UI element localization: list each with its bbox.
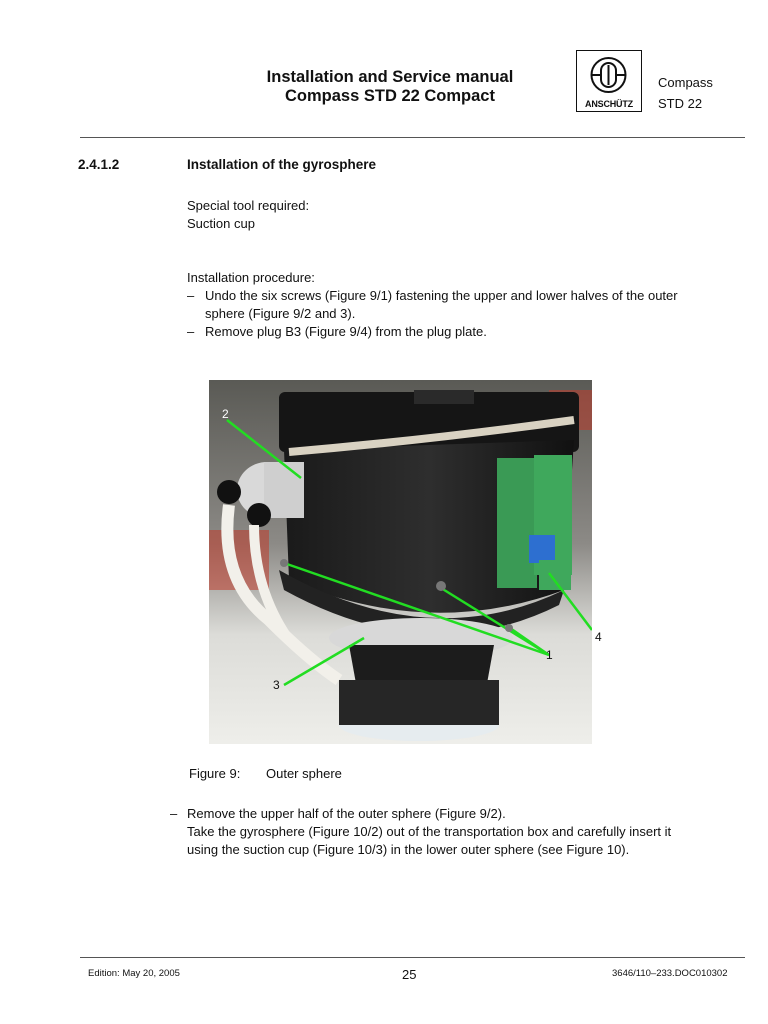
step-3-line-3: using the suction cup (Figure 10/3) in the lower outer sphere (see Figure 10). — [187, 842, 630, 857]
callout-label-1: 1 — [546, 648, 553, 662]
bullet-dash: – — [187, 324, 195, 339]
page-number: 25 — [402, 967, 417, 982]
manual-subtitle: Compass STD 22 Compact — [285, 87, 495, 105]
compass-logo-icon — [577, 51, 640, 97]
procedure-heading: Installation procedure: — [187, 270, 315, 285]
anschuetz-logo — [576, 50, 642, 112]
section-title: Installation of the gyrosphere — [187, 157, 377, 172]
step-3-line-1: Remove the upper half of the outer sphere (Figure 9/2). — [187, 806, 506, 821]
manual-title: Installation and Service manual — [266, 68, 514, 86]
procedure-step-2 — [187, 323, 747, 341]
step-3-line-2: Take the gyrosphere (Figure 10/2) out of the transportation box and carefully insert it — [187, 824, 672, 839]
footer-doc-id: 3646/110–233.DOC010302 — [612, 968, 728, 979]
tool-item: Suction cup — [187, 216, 255, 231]
bullet-dash: – — [170, 806, 178, 821]
bullet-dash: – — [187, 288, 195, 303]
callout-label-2: 2 — [222, 407, 229, 421]
logo-text: ANSCHÜTZ — [585, 99, 633, 109]
step-1-line-1: Undo the six screws (Figure 9/1) fastening the upper and lower halves of the outer — [205, 288, 678, 303]
outer-sphere-photo — [209, 380, 592, 744]
footer-edition: Edition: May 20, 2005 — [88, 968, 180, 979]
figure-9-photo — [209, 380, 592, 744]
callout-label-3: 3 — [273, 678, 280, 692]
callout-label-4: 4 — [595, 630, 602, 644]
step-2-text: Remove plug B3 (Figure 9/4) from the plug plate. — [205, 324, 487, 339]
header-divider — [80, 137, 745, 138]
header-product-line2: STD 22 — [658, 96, 703, 111]
figure-caption-text: Outer sphere — [266, 766, 342, 781]
procedure-step-1 — [187, 287, 747, 323]
footer-divider — [80, 957, 745, 958]
step-1-line-2: sphere (Figure 9/2 and 3). — [205, 306, 356, 321]
section-number: 2.4.1.2 — [78, 157, 120, 172]
tool-heading: Special tool required: — [187, 198, 310, 213]
header-product-line1: Compass — [658, 75, 713, 90]
procedure-step-3 — [170, 805, 750, 859]
figure-caption-number: Figure 9: — [189, 766, 241, 781]
